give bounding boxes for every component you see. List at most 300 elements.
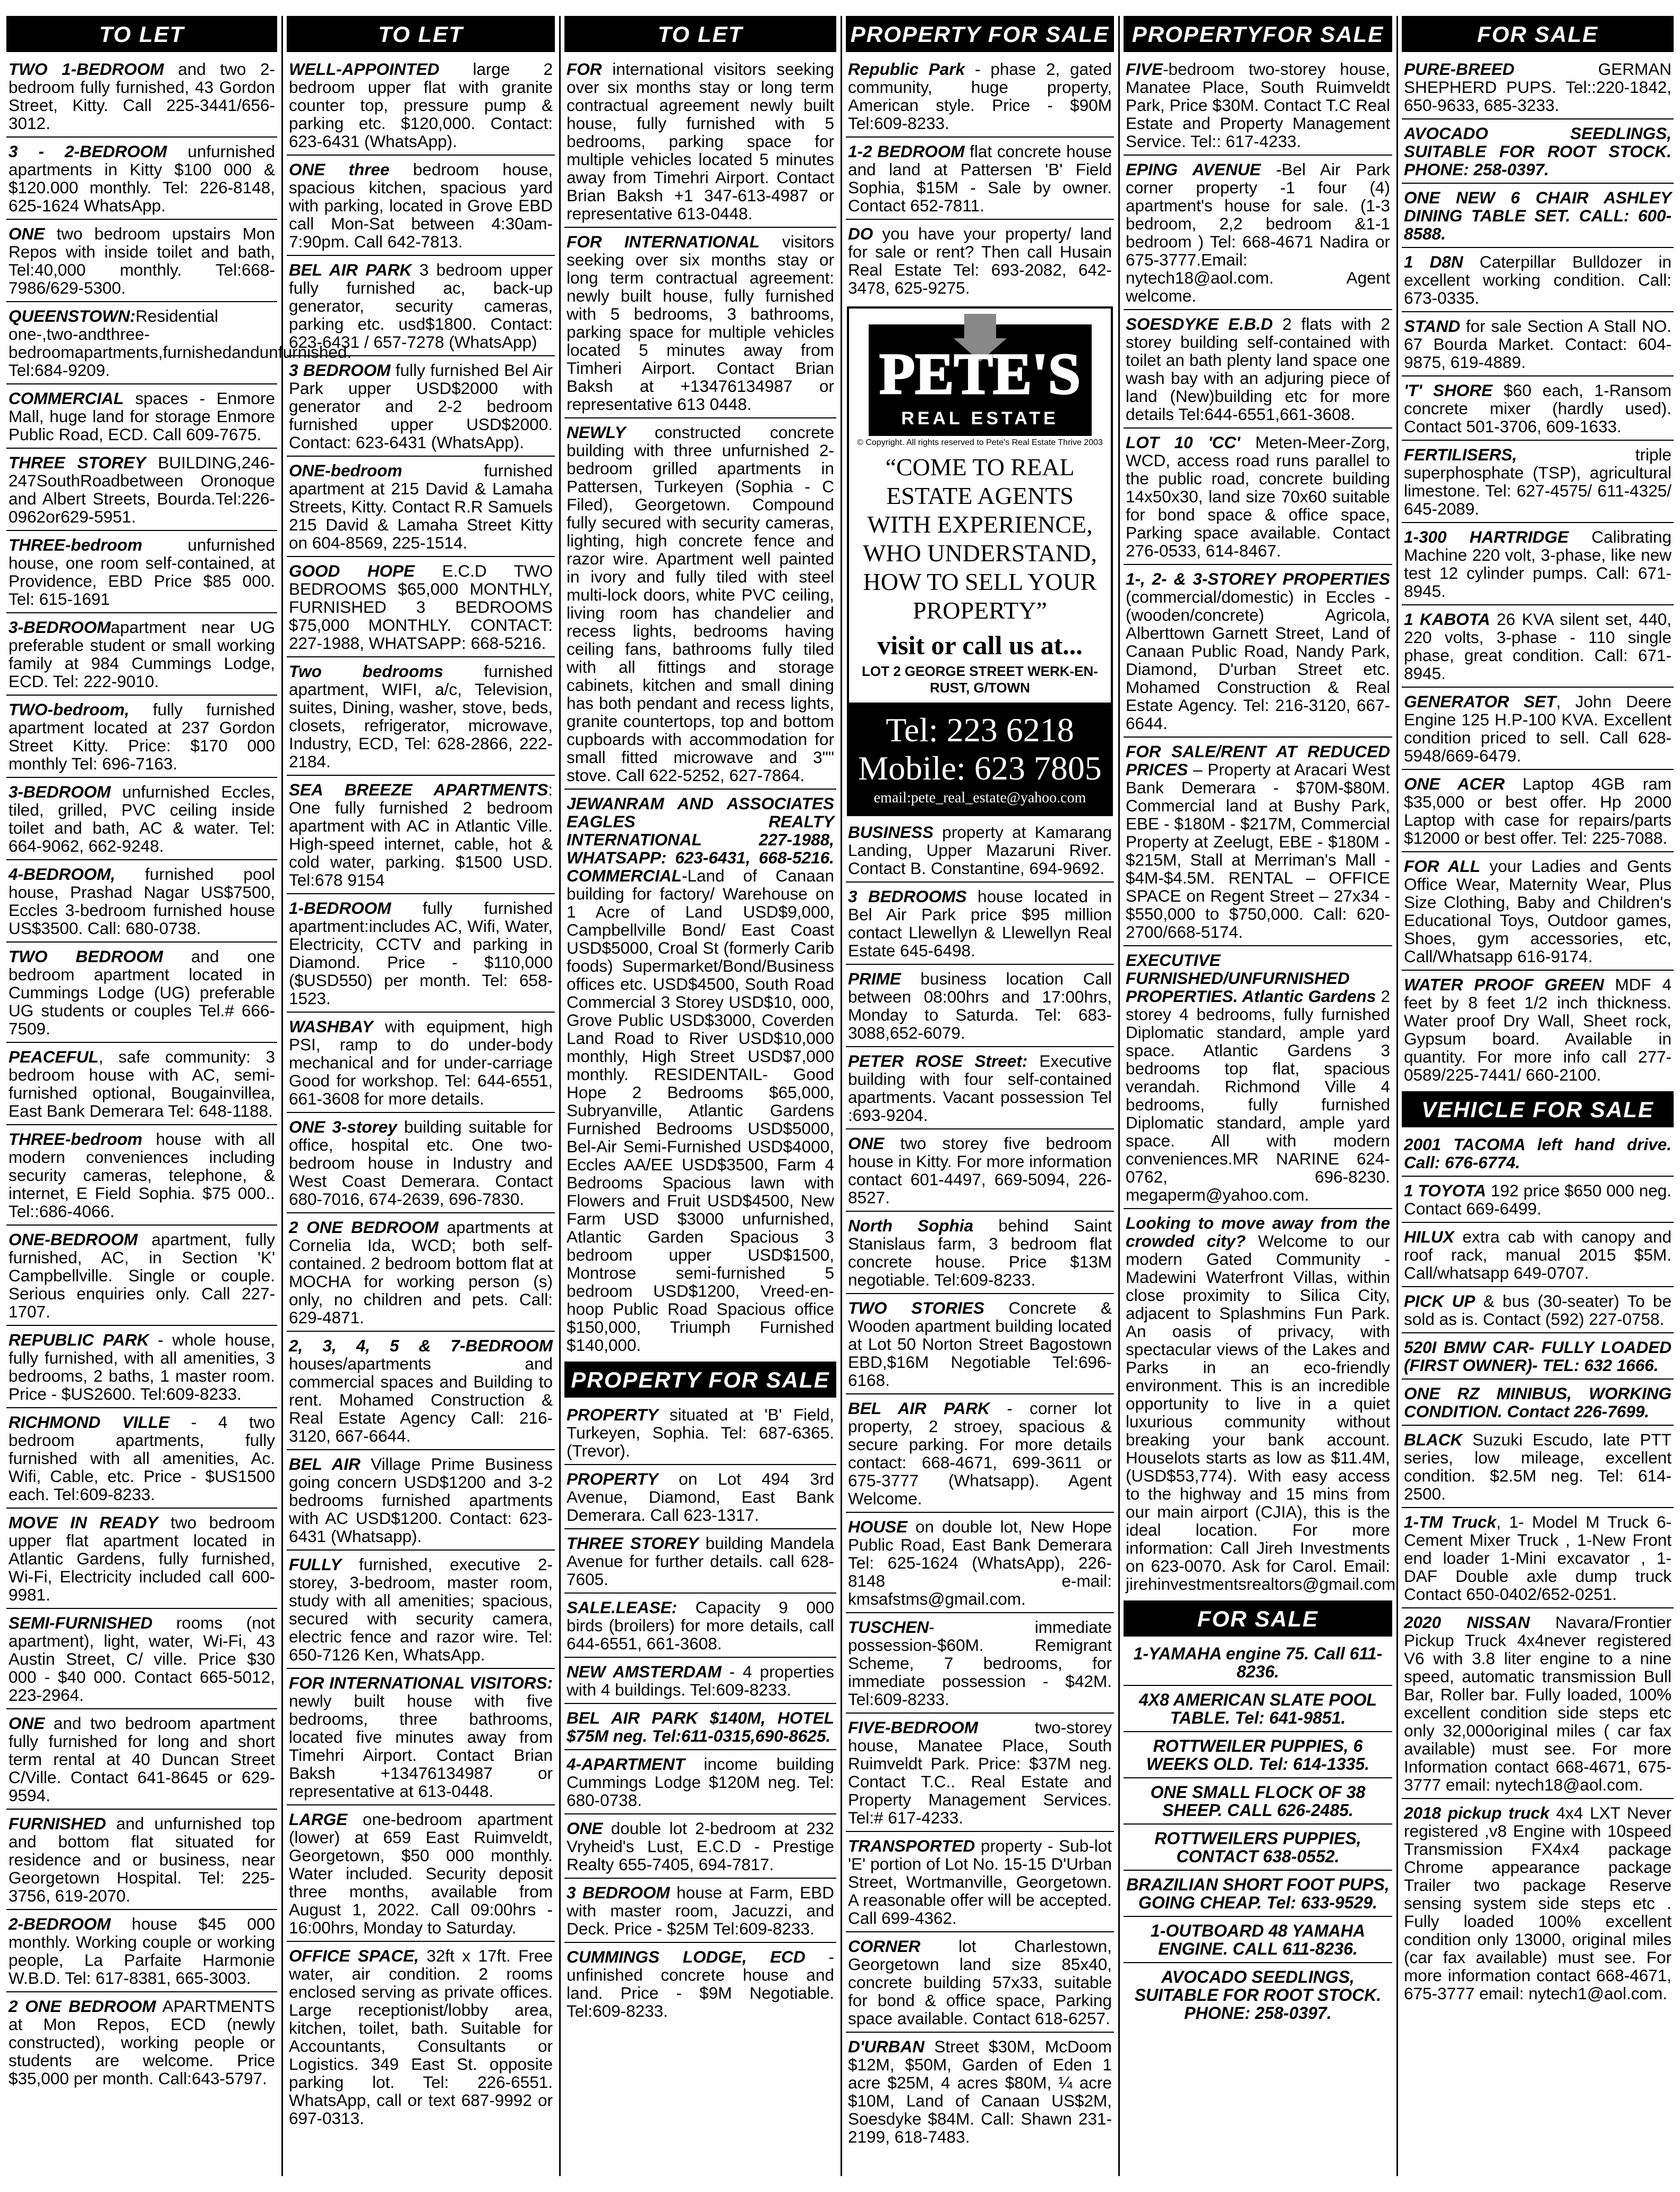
classified-ad — [6, 1612, 277, 1709]
classified-ad — [846, 1516, 1114, 1613]
ad-headline: RICHMOND VILLE — [8, 1412, 170, 1432]
ad-headline: ONE-BEDROOM — [8, 1230, 138, 1249]
ad-headline: STAND — [1404, 316, 1461, 336]
ad-body: furnished pool house, Prashad Nagar US$7500, Eccles 3-bedroom furnished house US$3500. Call: 680-0738. — [8, 864, 275, 938]
ad-headline: TWO-bedroom, — [8, 700, 130, 719]
ad-body: two storey five bedroom house in Kitty. For more information contact 601-4497, 669-5094, 226-8527. — [848, 1134, 1112, 1207]
ad-headline: 1-300 HARTRIDGE — [1404, 527, 1569, 546]
ad-headline: 2, 3, 4, 5 & 7-BEDROOM — [289, 1336, 553, 1355]
section-header: TO LET — [564, 16, 836, 52]
ad-body: rooms (not apartment), light, water, Wi-Fi, 43 Austin Street, C/ ville. Price $30 000 - $40 000. Contact 665-5012, 223-2964. — [8, 1613, 275, 1705]
ad-body: situated at 'B' Field, Turkeyen, Sophia. Tel: 687-6365. (Trevor). — [567, 1405, 834, 1460]
ad-body: building Mandela Avenue for further details. call 628-7605. — [567, 1534, 834, 1589]
classified-ad — [287, 897, 555, 1013]
logo-text: PETE'S — [879, 341, 1081, 406]
contact-box — [849, 703, 1111, 814]
ad-headline: 2 ONE BEDROOM — [289, 1218, 439, 1237]
ad-headline: FULLY — [289, 1555, 342, 1574]
ad-body: fully furnished apartment:includes AC, Wifi, Water, Electricity, CCTV and parking in Diamond. Price - $110,000 ($USD550) per month. Tel: 658-1523. — [289, 898, 553, 1008]
ad-body: double lot 2-bedroom at 232 Vryheid's Lust, E.C.D - Prestige Realty 655-7405, 694-7817. — [567, 1819, 834, 1874]
classified-ad — [1124, 58, 1392, 156]
ad-headline: CORNER — [848, 1937, 921, 1956]
ad-headline: BEL AIR PARK — [848, 1399, 990, 1418]
ad-body: Village Prime Business going concern USD$1200 and 3-2 bedrooms furnished apartments with AC USD$1200. Contact: 623-6431 (Whatsapp). — [289, 1454, 553, 1546]
classified-ad — [564, 58, 836, 228]
classified-ad — [846, 58, 1114, 138]
ad-body: and two 2-bedroom fully furnished, 43 Gordon Street, Kitty. Call 225-3441/656-3012. — [8, 59, 275, 133]
classified-ad — [6, 141, 277, 220]
classified-ad — [287, 779, 555, 894]
classified-ad — [287, 259, 555, 356]
ad-headline: 3 - 2-BEDROOM — [8, 142, 167, 161]
ad-headline: PROPERTY — [567, 1469, 658, 1488]
ad-headline: CUMMINGS LODGE, ECD — [567, 1947, 805, 1966]
visit-line: visit or call us at... — [877, 630, 1083, 660]
section-header: PROPERTY FOR SALE — [564, 1362, 836, 1398]
ad-body: two bedroom upper flat apartment located in Atlantic Gardens, fully furnished, Wi-Fi, Electricity included call 600-9981. — [8, 1513, 275, 1604]
classified-ad — [6, 1046, 277, 1125]
ad-body: : One fully furnished 2 bedroom apartment with AC in Atlantic Ville. High-speed internet, cable, hot & cold water, parking. $1500 USD. Tel:678 9154 — [289, 780, 553, 889]
classified-ad — [846, 821, 1114, 883]
ad-body: two-storey house, Manatee Place, South Ruimveldt Park. Price: $37M neg. Contact T.C.. Real Estate and Property Management Services. Tel:# 617-4233. — [848, 1718, 1112, 1827]
ad-body: 2 storey 4 bedrooms, fully furnished Diplomatic standard, ample yard space. Atlantic Gardens 3 bedrooms top flat, spacious verandah. Richmond Ville 4 bedrooms, fully furnished Diplomatic standard, ample yard space. All with modern conveniences.MR NARINE 624-0762, 696-8230. megaperm@yahoo.com. — [1126, 987, 1390, 1204]
ad-body: BUILDING,246-247SouthRoadbetween Oronoque and Albert Streets, Bourda.Tel:226-0962or629-5951. — [8, 453, 275, 526]
classified-ad — [564, 1753, 836, 1814]
ad-body: house with all modern conveniences including security cameras, telephone, & internet, E Field Sophia. $75 000.. Tel::686-4066. — [8, 1129, 275, 1221]
telephone: Tel: 223 6218 — [886, 711, 1074, 749]
classified-ad — [564, 1597, 836, 1658]
ad-body: furnished apartment, WIFI, a/c, Television, suites, Dining, washer, stove, beds, closets, refrigerator, microwave, Industry, ECD, Tel: 628-2866, 222-2184. — [289, 662, 553, 771]
ad-body: on Lot 494 3rd Avenue, Diamond, East Bank Demerara. Call 623-1317. — [567, 1469, 834, 1525]
ad-body: -Bel Air Park corner property -1 four (4) apartment's house for sale. (1-3 bedroom, 2,2 bedroom &1-1 bedroom ) Tel: 668-4671 Nadira or 675-3777.Email: nytech18@aol.com. Agent welcome. — [1126, 160, 1390, 305]
classified-ad — [6, 946, 277, 1043]
classified-ad — [846, 1936, 1114, 2033]
classified-ad — [846, 1133, 1114, 1212]
ad-body: large 2 bedroom upper flat with granite counter top, pressure pump & parking etc. $120,000. Contact: 623-6431 (WhatsApp). — [289, 59, 553, 151]
ad-headline: FOR SALE/RENT AT REDUCED PRICES — [1126, 742, 1390, 779]
ad-headline: 2020 NISSAN — [1404, 1613, 1530, 1632]
classified-ad: 1-YAMAHA engine 75. Call 611-8236. — [1124, 1643, 1392, 1686]
ad-headline: 1-BEDROOM — [289, 898, 391, 918]
classified-ad — [846, 223, 1114, 301]
ad-headline: ONE — [8, 224, 45, 243]
classified-ad — [1402, 1180, 1674, 1223]
ad-body: newly built house with five bedrooms, three bathrooms, located five minutes away from Timehri Airport. Contact Brian Baksh +13476134987 or representative at 613-0448. — [289, 1691, 553, 1801]
ad-headline: 1-TM Truck — [1404, 1512, 1496, 1531]
ad-body: unfurnished Eccles, tiled, grilled, PVC ceiling inside toilet and bath, AC & water. Tel: 664-9062, 662-9248. — [8, 782, 275, 855]
classified-ad — [1124, 949, 1392, 1209]
ad-body: E.C.D TWO BEDROOMS $65,000 MONTHLY, FURNISHED 3 BEDROOMS $75,000 MONTHLY. CONTACT: 227-1988, WHATSAPP: 668-5216. — [289, 561, 553, 653]
logo-subtitle: REAL ESTATE — [901, 408, 1059, 429]
ad-headline: 2018 pickup truck — [1404, 1803, 1549, 1822]
column-6 — [1402, 16, 1674, 2187]
ad-body: furnished apartment at 215 David & Lamaha Streets, Kitty. Contact R.R Samuels 215 David & Lamaha Street Kitty on 604-8569, 225-1514. — [289, 461, 553, 552]
ad-body: -bedroom two-storey house, Manatee Place, South Ruimveldt Park, Price $30M. Contact T.C Real Estate and Property Management Service. Tel:: 617-4233. — [1126, 59, 1390, 151]
ad-headline: QUEENSTOWN: — [8, 306, 136, 326]
ad-headline: SEMI-FURNISHED — [8, 1613, 153, 1632]
ad-body: - 4 properties with 4 buildings. Tel:609-8233. — [567, 1662, 835, 1699]
section-header: PROPERTY FOR SALE — [846, 16, 1114, 52]
classified-ad — [6, 388, 277, 449]
ad-headline: BEL AIR PARK — [289, 260, 412, 279]
ad-headline: GOOD HOPE — [289, 561, 415, 580]
classified-ad — [1402, 855, 1674, 971]
ad-body: (commercial/domestic) in Eccles -(wooden/concrete) Agricola, Alberttown Garnett Street, Land of Canaan Public Road, Nandy Park, Diamond, D'urban Street etc. Mohamed Construction & Real Estate Agency. Tel: 216-3120, 667-6644. — [1126, 587, 1390, 733]
classified-ad — [1124, 741, 1392, 946]
classified-ad — [564, 1661, 836, 1704]
ad-body: furnished, executive 2-storey, 3-bedroom, master room, study with all amenities; spacious, secured with security camera, electric fence and razor wire. Tel: 650-7126 Ken, WhatsApp. — [289, 1555, 553, 1664]
classified-ad — [6, 863, 277, 943]
ad-headline: ONE ACER — [1404, 774, 1505, 793]
ad-headline: Republic Park — [848, 59, 965, 79]
ad-body: - corner lot property, 2 stroey, spacious & secure parking. For more details contact: 668-4671, 699-3611 or 675-3777 (Whatsapp). Agent Welcome. — [848, 1399, 1112, 1508]
column-divider — [1396, 16, 1398, 2176]
classified-ad — [6, 1411, 277, 1509]
ad-body: , John Deere Engine 125 H.P-100 KVA. Excellent condition priced to sell. Call 628-5948/669-6479. — [1404, 692, 1672, 765]
column-4 — [846, 16, 1114, 2187]
ad-body: Street $30M, McDoom $12M, $50M, Garden of Eden 1 acre $25M, 4 acres $80M, ¼ acre $10M, Land of Canaan US$2M, Soesdyke $84M. Call: Shawn 231-2199, 618-7483. — [848, 2037, 1112, 2146]
ad-list — [846, 58, 1114, 301]
ad-headline: THREE STOREY — [567, 1534, 699, 1553]
classified-ad — [1402, 187, 1674, 248]
ad-headline: Looking to move away from the crowded city? — [1126, 1213, 1390, 1251]
ad-headline: FOR INTERNATIONAL VISITORS: — [289, 1673, 553, 1692]
ad-body: extra cab with canopy and roof rack, manual 2015 $5M. Call/whatsapp 649-0707. — [1404, 1227, 1672, 1282]
classified-ad: ONE SMALL FLOCK OF 38 SHEEP. CALL 626-2485. — [1124, 1782, 1392, 1825]
ad-body: Suzuki Escudo, late PTT series, low mileage, excellent condition. $2.5M neg. Tel: 614-2500. — [1404, 1430, 1672, 1503]
ad-body: spaces - Enmore Mall, huge land for storage Enmore Public Road, ECD. Call 609-7675. — [8, 389, 275, 444]
ad-headline: 2-BEDROOM — [8, 1914, 111, 1933]
ad-body: 4x4 LXT Never registered ,v8 Engine with 10speed Transmission FX4x4 package Chrome appearance package Trailer two package Reserve sensing system side steps etc . Fully loaded 100% excellent condition only 13000, original miles (car fax available) must see. For more information contact 668-4671, 675-3777 email: nytech1@aol.com. — [1404, 1803, 1672, 2003]
classified-ad — [6, 617, 277, 696]
slogan: “COME TO REAL ESTATE AGENTS WITH EXPERIENCE, WHO UNDERSTAND, HOW TO SELL YOUR PROPERTY” — [863, 453, 1097, 624]
classified-ad — [1124, 432, 1392, 565]
classified-ad — [287, 1335, 555, 1450]
classified-ad — [287, 1453, 555, 1551]
classified-ad — [6, 1128, 277, 1226]
ad-body: Caterpillar Bulldozer in excellent working condition. Call: 673-0335. — [1404, 252, 1672, 307]
ad-body: property - Sub-lot 'E' portion of Lot No. 15-15 D'Urban Street, Wortmanville, Georgetown. A reasonable offer will be accepted. Call 699-4362. — [848, 1836, 1112, 1928]
ad-headline: BEL AIR PARK $140M, HOTEL $75M neg. Tel:611-0315,690-8625. — [567, 1708, 834, 1745]
classified-ad — [564, 422, 836, 790]
ad-body: bedroom house, spacious kitchen, spacious yard with parking, located in Grove EBD call Mon-Sat between 4:30am-7:90pm. Call 642-7813. — [289, 160, 553, 251]
classified-ad — [846, 968, 1114, 1047]
ad-headline: NEW AMSTERDAM — [567, 1662, 722, 1681]
ad-headline: FOR — [567, 59, 602, 79]
ad-body: behind Saint Stanislaus farm, 3 bedroom flat concrete house. Price $13M negotiable. Tel:609-8233. — [848, 1216, 1112, 1289]
classified-ad — [1402, 315, 1674, 376]
classified-ad — [1402, 691, 1674, 770]
classified-ad — [1402, 1429, 1674, 1508]
section-header: VEHICLE FOR SALE — [1402, 1091, 1674, 1127]
classified-ad — [287, 1672, 555, 1805]
ad-headline: 3 BEDROOM — [289, 361, 391, 380]
classified-ad — [6, 1913, 277, 1992]
ad-body: two bedroom upstairs Mon Repos with inside toilet and bath, Tel:40,000 monthly. Tel:668-7986/629-5300. — [8, 224, 275, 297]
ad-headline: ONE — [567, 1819, 603, 1838]
ad-headline: TWO STORIES — [848, 1298, 984, 1317]
column-5 — [1124, 16, 1396, 2187]
ad-body: & bus (30-seater) To be sold as is. Contact (592) 227-0758. — [1404, 1291, 1672, 1329]
email: email:pete_real_estate@yahoo.com — [873, 790, 1086, 806]
ad-body: Calibrating Machine 220 volt, 3-phase, like new test 12 cylinder pumps. Call: 671-8945. — [1404, 527, 1672, 601]
ad-body: fully furnished Bel Air Park upper USD$2000 with generator and 2-2 bedroom furnished upper USD$2000. Contact: 623-6431 (WhatsApp). — [289, 361, 553, 452]
ad-body: your Ladies and Gents Office Wear, Maternity Wear, Plus Size Clothing, Baby and Children's Educational Toys, Outdoor games, Shoes, gym accessories, etc, Call/Whatsapp 616-9174. — [1404, 857, 1672, 966]
ad-body: MDF 4 feet by 8 feet 1/2 inch thickness. Water proof Dry Wall, Sheet rock, Gypsum board. Available in quantity. For more info call 277-0589/225-7441/ 660-2100. — [1404, 975, 1672, 1084]
classified-ad: ROTTWEILERS PUPPIES, CONTACT 638-0552. — [1124, 1828, 1392, 1871]
classified-ad — [564, 1818, 836, 1879]
ad-headline: 520I BMW CAR- FULLY LOADED (FIRST OWNER)- TEL: 632 1666. — [1404, 1338, 1672, 1375]
ad-body: Residential one-,two-andthree-bedroomapartments,furnishedandunfurnished. Tel:684-9209. — [8, 306, 352, 380]
ad-headline: 1-2 BEDROOM — [848, 142, 965, 161]
ad-body: Capacity 9 000 birds (broilers) for more details, call 644-6551, 661-3608. — [567, 1598, 834, 1653]
classified-ad — [6, 1813, 277, 1910]
classified-ad — [6, 223, 277, 302]
classified-ad — [846, 1297, 1114, 1394]
ad-headline: AVOCADO SEEDLINGS, SUITABLE FOR ROOT STOCK. PHONE: 258-0397. — [1404, 124, 1672, 179]
classified-ad — [6, 534, 277, 613]
ad-body: for sale Section A Stall NO. 67 Bourda Market. Contact: 604-9875, 619-4889. — [1404, 316, 1672, 372]
ad-body: apartment, fully furnished, AC, in Section 'K' Campbellville. Single or couple. Serious enquiries only. Call 227-1707. — [8, 1230, 275, 1321]
classified-ad — [564, 1946, 836, 2024]
ad-headline: 2 ONE BEDROOM — [8, 1997, 156, 2016]
ad-body: Navara/Frontier Pickup Truck 4x4never registered V6 with 3.8 liter engine to a nine speed, automatic transmission Bull Bar, Roller bar. Fully loaded, 100% excellent condition side steps etc only 32,000original miles ( car fax available) must see. For more Information contact 668-4671, 675-3777 email: nytech18@aol.com. — [1404, 1613, 1672, 1794]
classified-ad: ROTTWEILER PUPPIES, 6 WEEKS OLD. Tel: 614-1335. — [1124, 1735, 1392, 1778]
ad-headline: THREE-bedroom — [8, 535, 142, 554]
classified-ad — [1124, 568, 1392, 738]
ad-headline: TUSCHEN — [848, 1617, 929, 1637]
ad-body: Executive building with four self-contained apartments. Vacant possession Tel :693-9204. — [848, 1051, 1112, 1125]
ad-list — [564, 58, 836, 1358]
classified-ad — [846, 141, 1114, 220]
ad-list — [287, 58, 555, 2131]
ad-headline: FIVE-BEDROOM — [848, 1718, 979, 1737]
ad-headline: TWO BEDROOM — [8, 947, 163, 966]
classified-ad — [846, 886, 1114, 965]
classified-ad — [1402, 526, 1674, 605]
ad-body: visitors seeking over six months stay or long term contractual agreement: newly built house, fully furnished with 5 bedrooms, 3 bathrooms, parking space for multiple vehicles located 5 minutes away from Timheri Airport. Contact Brian Baksh at +13476134987 or representative 613 0448. — [567, 232, 834, 414]
classified-ad — [564, 1532, 836, 1594]
ad-body: constructed concrete building with three unfurnished 2-bedroom grilled apartments in Pattersen, Turkeyen (Sophia - C Filed), Georgetown. Compound fully secured with security cameras, lighting, high concrete fence and razor wire. Apartment well painted in ivory and fully tiled with steel multi-lock doors, white PVC ceiling, living room has chandelier and recess lights, bedrooms having ceiling fans, bathrooms fully tiled with all fittings and storage cabinets, kitchen and small dining has both pendant and recess lights, granite countertops, top and bottom cupboards with accommodation for small fitted microwave and 3"" stove. Call 622-5252, 627-7864. — [567, 423, 834, 785]
ad-headline: ONE-bedroom — [289, 461, 402, 480]
ad-list — [1124, 58, 1396, 1597]
ad-body: unfurnished apartments in Kitty $100 000 & $120.000 monthly. Tel: 226-8148, 625-1624 WhatsApp. — [8, 142, 275, 215]
classified-ad — [287, 560, 555, 657]
classified-ad — [6, 58, 277, 138]
classified-ad — [846, 1717, 1114, 1832]
ad-headline: FOR INTERNATIONAL — [567, 232, 760, 251]
ad-headline: BLACK — [1404, 1430, 1463, 1449]
ad-headline: ONE three — [289, 160, 390, 179]
column-2 — [287, 16, 555, 2187]
classified-ad — [6, 1329, 277, 1408]
petes-logo — [869, 314, 1092, 436]
ad-headline: ONE 3-storey — [289, 1117, 397, 1136]
ad-headline: 1 KABOTA — [1404, 610, 1490, 629]
ad-headline: FURNISHED — [8, 1814, 106, 1833]
classified-ad — [1402, 380, 1674, 441]
ad-body: APARTMENTS at Mon Repos, ECD (newly constructed), working people or students are welcome. Price $35,000 per month. Call:643-5797. — [8, 1997, 275, 2088]
column-divider — [281, 16, 283, 2176]
ad-headline: 'T' SHORE — [1404, 381, 1493, 400]
ad-body: flat concrete house and land at Pattersen 'B' Field Sophia, $15M - Sale by owner. Contact 652-7811. — [848, 142, 1112, 215]
ad-headline: ONE RZ MINIBUS, WORKING CONDITION. Contact 226-7699. — [1404, 1384, 1672, 1421]
ad-headline: SALE.LEASE: — [567, 1598, 678, 1617]
ad-headline: 4-APARTMENT — [567, 1754, 685, 1774]
ad-headline: TWO 1-BEDROOM — [8, 59, 164, 79]
classified-ad — [1124, 313, 1392, 429]
ad-list — [564, 1404, 836, 2024]
ad-body: and two bedroom apartment fully furnished for long and short term rental at 40 Duncan Street C/Ville. Contact 641-8645 or 629-9594. — [8, 1714, 275, 1805]
ad-headline: THREE STOREY — [8, 453, 146, 472]
classified-ad — [1402, 251, 1674, 312]
ad-headline: North Sophia — [848, 1216, 974, 1235]
ad-body: business location Call between 08:00hrs and 17:00hrs, Monday to Saturda. Tel: 683-3088,652-6079. — [848, 969, 1112, 1042]
ad-headline: EXECUTIVE FURNISHED/UNFURNISHED PROPERTIES. Atlantic Gardens — [1126, 951, 1376, 1006]
classified-ad — [1124, 1212, 1396, 1597]
ad-body: , 1- Model M Truck 6-Cement Mixer Truck , 1-New Front end loader 1-Mini excavator , 1-DAF Double axle dump truck Contact 650-0402/652-0251. — [1404, 1512, 1672, 1604]
classified-ad — [287, 1809, 555, 1942]
ad-body: - whole house, fully furnished, with all amenities, 3 bedrooms, 2 baths, 1 master room. Price - $US2600. Tel:609-8233. — [8, 1330, 275, 1403]
ad-headline: 3 BEDROOM — [567, 1883, 670, 1902]
classified-ad — [1402, 1226, 1674, 1287]
ad-body: - phase 2, gated community, huge property, American style. Price - $90M Tel:609-8233. — [848, 59, 1112, 133]
ad-headline: OFFICE SPACE, — [289, 1946, 419, 1965]
ad-headline: ONE — [8, 1714, 45, 1733]
ad-headline: EPING AVENUE — [1126, 160, 1261, 179]
classified-ad — [287, 1945, 555, 2131]
ad-body: Concrete & Wooden apartment building located at Lot 50 Norton Street Bagostown EBD,$16M Negotiable Tel:696-6168. — [848, 1298, 1112, 1390]
classified-ad — [287, 661, 555, 776]
ad-headline: ONE — [848, 1134, 885, 1153]
classified-ad — [846, 1398, 1114, 1513]
classified-ad — [1124, 159, 1392, 310]
classified-ad — [6, 1229, 277, 1326]
ad-headline: ONE NEW 6 CHAIR ASHLEY DINING TABLE SET. CALL: 600-8588. — [1404, 188, 1672, 243]
ad-body: and one bedroom apartment located in Cummings Lodge (UG) preferable UG students or couples Tel.# 666-7509. — [8, 947, 275, 1038]
ad-body: fully furnished apartment located at 237 Gordon Street Kitty. Price: $170 000 monthly Tel: 696-7163. — [8, 700, 275, 773]
ad-headline: NEWLY — [567, 423, 626, 442]
classified-ad — [287, 460, 555, 557]
classified-ad — [1402, 1511, 1674, 1608]
classified-ad — [1402, 1802, 1674, 2007]
classified-ad — [6, 452, 277, 531]
ad-headline: FIVE — [1126, 59, 1163, 79]
classified-ad — [287, 359, 555, 457]
ad-headline: 2001 TACOMA left hand drive. Call: 676-6774. — [1404, 1135, 1672, 1172]
ad-body: apartment near UG preferable student or small working family at 984 Cummings Lodge, ECD. Tel: 222-9010. — [8, 618, 275, 691]
classified-ad — [287, 1116, 555, 1213]
classified-ad — [1402, 773, 1674, 852]
classified-ad: BRAZILIAN SHORT FOOT PUPS, GOING CHEAP. Tel: 633-9529. — [1124, 1874, 1392, 1917]
ad-body: houses/apartments and commercial spaces and Building to rent. Mohamed Construction & Real Estate Agency Call: 216-3120, 667-6644. — [289, 1354, 553, 1445]
ad-headline: PETER ROSE Street: — [848, 1051, 1028, 1071]
section-header: FOR SALE — [1124, 1600, 1392, 1637]
ad-headline: PICK UP — [1404, 1291, 1476, 1311]
ad-headline: BUSINESS — [848, 823, 934, 842]
ad-body: lot Charlestown, Georgetown land size 85x40, concrete building 57x33, suitable for bond & office space, Parking space available. Contact 618-6257. — [848, 1937, 1112, 2028]
ad-body: and unfurnished top and bottom flat situated for residence and or business, near Georgetown Hospital. Tel: 225-3756, 619-2070. — [8, 1814, 275, 1905]
ad-list — [1402, 1134, 1674, 2007]
classified-ad — [1402, 58, 1674, 119]
ad-body: Laptop 4GB ram $35,000 or best offer. Hp 2000 Laptop with case for repairs/parts $12000 or best offer. Tel: 225-7088. — [1404, 774, 1672, 847]
classified-ad — [564, 793, 836, 1358]
ad-headline: GENERATOR SET — [1404, 692, 1556, 711]
ad-headline: SEA BREEZE APARTMENTS — [289, 780, 548, 799]
ad-headline: DO — [848, 224, 873, 243]
column-3 — [564, 16, 836, 2187]
classified-ad — [846, 1215, 1114, 1294]
ad-body: 26 KVA silent set, 440, 220 volts, 3-phase - 110 single phase, great condition. Call: 671-8945. — [1404, 610, 1672, 683]
classified-ad: AVOCADO SEEDLINGS, SUITABLE FOR ROOT STOCK. PHONE: 258-0397. — [1134, 1967, 1382, 2023]
ad-headline: 1-, 2- & 3-STOREY PROPERTIES — [1126, 569, 1390, 588]
ad-body: Welcome to our modern Gated Community - Madewini Waterfront Villas, within close proximity to Silica City, adjacent to Splashmins Fun Park. An oasis of privacy, with spectacular views of the Lakes and Parks in an eco-friendly environment. This is an incredible opportunity to live in a quiet luxurious community without breaking your bank account. Houselots starts as low as $11.4M, (USD$53,774). With easy access to the highway and 15 mins from our main airport (CJIA), this is the ideal location. For more information: Call Jireh Investments on 623-0070. Ask for Carol. Email: jirehinvestmentsrealtors@gmail.com — [1126, 1231, 1396, 1594]
ad-headline: FERTILISERS, — [1404, 445, 1517, 464]
ad-headline: PEACEFUL — [8, 1047, 99, 1066]
section-header: TO LET — [287, 16, 555, 52]
ad-body: 32ft x 17ft. Free water, air condition. 2 rooms enclosed serving as private offices. Large receptionist/lobby area, kitchen, toilet, bath. Suitable for Accountants, Consultants or Logistics. 349 East St. opposite parking lot. Tel: 226-6551. WhatsApp, call or text 687-9992 or 697-0313. — [289, 1946, 553, 2128]
section-header: FOR SALE — [1402, 16, 1674, 52]
classified-ad — [564, 231, 836, 418]
ad-body: property at Kamarang Landing, Upper Mazaruni River. Contact B. Constantine, 694-9692. — [848, 823, 1112, 878]
ad-body: house located in Bel Air Park price $95 million contact Llewellyn & Llewellyn Real Estate 645-6498. — [848, 887, 1112, 960]
ad-headline: WASHBAY — [289, 1017, 373, 1036]
ad-body: one-bedroom apartment (lower) at 659 East Ruimveldt, Georgetown, $50 000 monthly. Water included. Security deposit three months, available from August 1, 2022. Call 09:00hrs - 16:00hrs, Monday to Saturday. — [289, 1810, 553, 1937]
column-divider — [841, 16, 842, 2176]
classified-ad — [1402, 1612, 1674, 1799]
ad-headline: COMMERCIAL — [8, 389, 124, 408]
ad-headline: WATER PROOF GREEN — [1404, 975, 1604, 994]
classified-ad — [287, 159, 555, 256]
ad-headline: 3-BEDROOM — [8, 782, 111, 801]
ad-list — [846, 821, 1114, 2150]
ad-headline: SOESDYKE E.B.D — [1126, 314, 1273, 333]
ad-body: , safe community: 3 bedroom house with AC, semi-furnished optional, Bougainvillea, East Bank Demerara Tel: 648-1188. — [8, 1047, 275, 1120]
ad-headline: PROPERTY — [567, 1405, 658, 1424]
ad-body: income building Cummings Lodge $120M neg. Tel: 680-0738. — [567, 1754, 834, 1810]
ad-headline: Two bedrooms — [289, 662, 443, 681]
classified-ad — [846, 1050, 1114, 1129]
classified-ad — [6, 1713, 277, 1810]
classified-ad — [846, 1835, 1114, 1932]
ad-body: $60 each, 1-Ransom concrete mixer (hardly used). Contact 501-3706, 609-1633. — [1404, 381, 1672, 436]
classified-ad — [287, 1016, 555, 1113]
ad-headline: FOR ALL — [1404, 857, 1480, 876]
classified-ad — [846, 1616, 1114, 1714]
ad-headline: 1 D8N — [1404, 252, 1463, 271]
classified-ad — [564, 1882, 836, 1943]
ad-headline: HOUSE — [848, 1517, 908, 1536]
petes-real-estate-ad — [847, 306, 1113, 816]
classified-ad — [1402, 444, 1674, 523]
classified-ad — [6, 699, 277, 778]
address: LOT 2 GEORGE STREET WERK-EN-RUST, G/TOWN — [862, 663, 1098, 696]
ad-headline: THREE-bedroom — [8, 1129, 142, 1149]
ad-headline: PRIME — [848, 969, 901, 988]
ad-body: you have your property/ land for sale or rent? Then call Husain Real Estate Tel: 693-2082, 642-3478, 625-9275. — [848, 224, 1112, 297]
classified-ad — [564, 1404, 836, 1465]
ad-headline: WELL-APPOINTED — [289, 59, 440, 79]
classified-ad — [287, 1554, 555, 1669]
ad-headline: TRANSPORTED — [848, 1836, 975, 1855]
ad-headline: 4-BEDROOM, — [8, 864, 116, 884]
ad-body: apartments at Cornelia Ida, WCD; both self-contained. 2 bedroom bottom flat at MOCHA for working person (s) only, no children and pets. Call: 629-4871. — [289, 1218, 553, 1327]
ad-body: - immediate possession-$60M. Remigrant Scheme, 7 bedrooms, for immediate possession - $42M. Tel:609-8233. — [848, 1617, 1112, 1709]
ad-headline: BEL AIR — [289, 1454, 361, 1474]
ad-body: 192 price $650 000 neg. Contact 669-6499. — [1404, 1181, 1672, 1218]
ad-headline: LOT 10 'CC' — [1126, 433, 1240, 452]
ad-body: Meten-Meer-Zorg, WCD, access road runs parallel to the public road, concrete building 14x50x30, land size 70x60 suitable for bond space & office space, Parking space available. Contact 276-0533, 614-8467. — [1126, 433, 1390, 560]
